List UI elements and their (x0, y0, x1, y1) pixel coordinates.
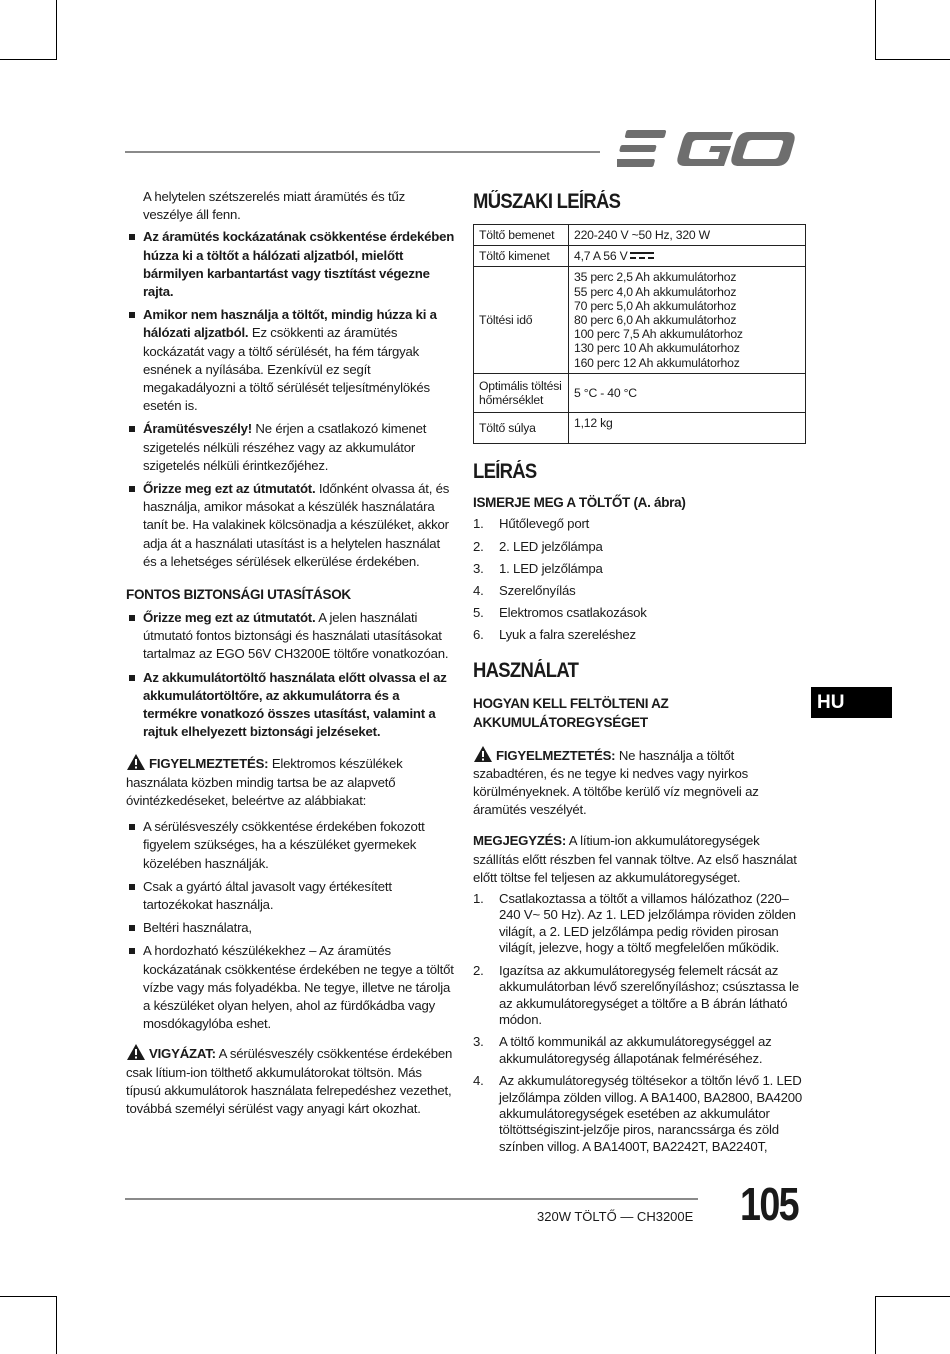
table-row (474, 267, 806, 373)
step-text: A töltő kommunikál az akkumulátoregységgel az akkumulátoregység állapotának felméréséhez. (499, 1034, 772, 1066)
table-row (474, 413, 806, 444)
caution-paragraph (126, 1043, 456, 1118)
spec-value: 5 °C - 40 °C (569, 373, 806, 412)
bullet-icon (129, 948, 135, 954)
caution-text: A sérülésveszély csökkentése érdekében csak lítium-ion tölthető akkumulátorokat töltsön. Más típusú akkumulátorok használata felrepedéshez vezethet, továbbá személyi sérülést vagy anyagi kárt okozhat. (126, 1046, 453, 1116)
spec-key: Töltési idő (474, 267, 569, 373)
list-item: 3. 1. LED jelzőlámpa (473, 560, 603, 576)
list-item (126, 878, 456, 914)
list-item (126, 818, 456, 873)
footer-title: 320W TÖLTŐ — CH3200E (537, 1209, 694, 1224)
warning-label: FIGYELMEZTETÉS: (149, 756, 269, 772)
warning-paragraph (126, 753, 456, 810)
description-title: LEÍRÁS (473, 460, 537, 484)
list-item: 3. A töltő kommunikál az akkumulátoregységgel az akkumulátoregység állapotának felméréséhez. (473, 1034, 772, 1066)
list-item: 5. Elektromos csatlakozások (473, 605, 647, 621)
language-tab: HU (811, 687, 892, 718)
list-item: 1. Hűtőlevegő port (473, 516, 590, 532)
bullet-text: Ne érjen a csatlakozó kimenet szigetelés nélküli részéhez vagy az akkumulátor szigetelés nélküli érintkezőjéhez. (143, 421, 427, 473)
list-item: 4. Szerelőnyílás (473, 583, 576, 599)
bullet-bold: Őrizze meg ezt az útmutatót. (143, 481, 316, 497)
safety-heading: FONTOS BIZTONSÁGI UTASÍTÁSOK (126, 587, 351, 603)
parts-list (473, 515, 808, 644)
header-rule (125, 151, 600, 153)
crop-mark (0, 1296, 57, 1297)
list-item: 6. Lyuk a falra szereléshez (473, 627, 636, 643)
crop-mark (56, 0, 57, 60)
step-text: Az akkumulátoregység töltésekor a töltőn lévő 1. LED jelzőlámpa zölden villog. A BA1400, BA2800, BA4200 akkumulátoregységek esetében az akkumulátor töltöttségiszint-jelzője piros, narancssárga és zöld színben villog. A BA1400T, BA2242T, BA2240T, (499, 1073, 803, 1154)
spec-key: Töltő súlya (474, 413, 569, 444)
bullet-bold: Őrizze meg ezt az útmutatót. (143, 610, 316, 626)
intro-text: A helytelen szétszerelés miatt áramütés és tűz veszélye áll fenn. (143, 189, 405, 223)
page-number: 105 (740, 1178, 799, 1230)
spec-key: Optimális töltési hőmérséklet (474, 373, 569, 412)
crop-mark (875, 59, 950, 60)
bullet-text: A hordozható készülékekhez – Az áramütés kockázatának csökkentése érdekében ne tegye a töltőt vízbe vagy más folyadékba. Ne tegye, illetve ne tárolja a készüléket olyan helyen, ahol az fürdőkádba vagy mosdókagylóba eshet. (143, 943, 454, 1032)
bullet-bold: Az akkumulátortöltő használata előtt olvassa el az akkumulátortöltőre, az akkumulátorra és a termékre vonatkozó összes utasítást, valamint a rajtuk elhelyezett biztonsági jelzéseket. (143, 669, 447, 740)
charge-heading: HOGYAN KELL FELTÖLTENI AZ AKKUMULÁTOREGYSÉGET (473, 695, 669, 730)
bullet-icon (129, 615, 135, 621)
list-item (126, 919, 456, 937)
part-label: Hűtőlevegő port (499, 516, 590, 532)
crop-mark (56, 1296, 57, 1354)
list-item (126, 480, 456, 571)
warning-icon (473, 745, 493, 763)
bullet-icon (129, 925, 135, 931)
list-item (126, 669, 456, 742)
bullet-list (126, 609, 456, 741)
warning-icon (126, 753, 146, 771)
bullet-text: Ez csökkenti az áramütés kockázatát vagy a töltő sérülését, ha fém tárgyak esnének a nyílásába. Ezenkívül ez segít megakadályozni a töltő sérülését teljesítménylökés esetén is. (143, 325, 430, 414)
list-item: 4. Az akkumulátoregység töltésekor a töltőn lévő 1. LED jelzőlámpa zölden villog. A BA1400, BA2800, BA4200 akkumulátoregységek esetében az akkumulátor töltöttségiszint-jelzője piros, narancssárga és zöld színben villog. A BA1400T, BA2242T, BA2240T, (473, 1073, 803, 1154)
ego-logo (617, 128, 799, 170)
list-item: 2. 2. LED jelzőlámpa (473, 538, 603, 554)
bullet-icon (129, 486, 135, 492)
list-item (126, 609, 456, 664)
bullet-list (126, 228, 456, 571)
part-label: 1. LED jelzőlámpa (499, 560, 603, 576)
crop-mark (0, 59, 57, 60)
crop-mark (875, 1296, 950, 1297)
caution-label: VIGYÁZAT: (149, 1046, 216, 1062)
list-item (126, 420, 456, 475)
warning-text: Elektromos készülékek használata közben mindig tartsa be az alapvető óvintézkedéseket, beleértve az alábbiakat: (126, 756, 403, 808)
list-item (126, 228, 456, 301)
part-label: 2. LED jelzőlámpa (499, 538, 603, 554)
spec-value: 220-240 V ~50 Hz, 320 W (569, 225, 806, 246)
bullet-bold: Áramütésveszély! (143, 421, 252, 437)
table-row (474, 373, 806, 412)
bullet-icon (129, 675, 135, 681)
bullet-text: A jelen használati útmutató fontos biztonsági és használati utasításokat tartalmaz az EGO 56V CH3200E töltőre vonatkozóan. (143, 610, 449, 662)
bullet-text: Időnként olvassa át, és használja, amikor másokat a készülék használatára tanít be. Ha valakinek kölcsönadja a készüléket, akkor adja át a használati utasítást is a helytelen használat és a lehetséges sérülések elkerülése érdekében. (143, 481, 450, 569)
bullet-icon (129, 234, 135, 240)
spec-table (473, 224, 806, 444)
spec-key: Töltő bemenet (474, 225, 569, 246)
crop-mark (875, 0, 876, 60)
table-row (474, 225, 806, 246)
step-text: Igazítsa az akkumulátoregység felemelt rácsát az akkumulátorban lévő szerelőnyíláshoz; csúsztassa le az akkumulátoregységet a töltőre a B ábrán látható módon. (499, 962, 799, 1027)
spec-value-text: 4,7 A 56 V (574, 249, 628, 264)
bullet-icon (129, 884, 135, 890)
dc-symbol-icon (630, 251, 654, 260)
spec-value: 1,12 kg (569, 413, 806, 444)
list-item (126, 942, 456, 1033)
footer-rule (125, 1198, 698, 1200)
spec-title: MŰSZAKI LEÍRÁS (473, 190, 621, 213)
note-label: MEGJEGYZÉS: (473, 833, 567, 849)
list-item: 1. Csatlakoztassa a töltőt a villamos hálózathoz (220–240 V~ 50 Hz). Az 1. LED jelzőlámpa röviden zölden világít, a 2. LED jelzőlámpa pedig röviden pirosan világít, jelezve, hogy a töltő megfelelően működik. (473, 891, 796, 956)
step-text: Csatlakoztassa a töltőt a villamos hálózathoz (220–240 V~ 50 Hz). Az 1. LED jelzőlámpa röviden zölden világít, a 2. LED jelzőlámpa pedig röviden pirosan világít, jelezve, hogy a töltő megfelelően működik. (499, 891, 796, 956)
warning-text: Ne használja a töltőt szabadtéren, és ne tegye ki nedves vagy nyirkos körülményeknek. A töltőbe kerülő víz megnöveli az áramütés veszélyét. (473, 747, 759, 818)
bullet-bold: Amikor nem használja a töltőt, mindig húzza ki a hálózati aljzatból. (143, 307, 437, 341)
right-column (473, 190, 808, 1159)
bullet-text: A sérülésveszély csökkentése érdekében fokozott figyelem szükséges, ha a készüléket gyermekek közelében használják. (143, 819, 425, 871)
part-label: Szerelőnyílás (499, 583, 576, 599)
warning-icon (126, 1043, 146, 1061)
note-text: A lítium-ion akkumulátoregységek szállítás előtt részben fel vannak töltve. Az első használat előtt töltse fel teljesen az akkumulátoregységet. (473, 833, 797, 885)
list-item: 2. Igazítsa az akkumulátoregység felemelt rácsát az akkumulátorban lévő szerelőnyíláshoz; csúsztassa le az akkumulátoregységet a töltőre a B ábrán látható módon. (473, 962, 799, 1027)
list-item (126, 306, 456, 415)
warning-paragraph (473, 745, 808, 820)
part-label: Lyuk a falra szereléshez (499, 627, 636, 643)
crop-mark (875, 1296, 876, 1354)
bullet-icon (129, 312, 135, 318)
bullet-icon (129, 824, 135, 830)
spec-key: Töltő kimenet (474, 246, 569, 267)
note-paragraph (473, 832, 808, 887)
left-column (126, 188, 456, 1118)
bullet-list (126, 818, 456, 1033)
know-heading: ISMERJE MEG A TÖLTŐT (A. ábra) (473, 495, 686, 511)
bullet-text: Beltéri használatra, (143, 920, 252, 936)
usage-title: HASZNÁLAT (473, 658, 579, 682)
bullet-text: Csak a gyártó által javasolt vagy értékesített tartozékokat használja. (143, 878, 392, 912)
part-label: Elektromos csatlakozások (499, 605, 647, 621)
warning-label: FIGYELMEZTETÉS: (496, 747, 616, 763)
steps-list (473, 891, 808, 1155)
table-row (474, 246, 806, 267)
spec-value (569, 246, 806, 267)
bullet-icon (129, 426, 135, 432)
spec-value: 35 perc 2,5 Ah akkumulátorhoz 55 perc 4,0 Ah akkumulátorhoz 70 perc 5,0 Ah akkumulátorhoz 80 perc 6,0 Ah akkumulátorhoz 100 perc 7,5 Ah akkumulátorhoz 130 perc 10 Ah akkumulátorhoz 160 perc 12 Ah akkumulátorhoz (569, 267, 806, 373)
bullet-bold: Az áramütés kockázatának csökkentése érdekében húzza ki a töltőt a hálózati aljzatból, mielőtt bármilyen karbantartást vagy tisztítást végezne rajta. (143, 229, 455, 300)
